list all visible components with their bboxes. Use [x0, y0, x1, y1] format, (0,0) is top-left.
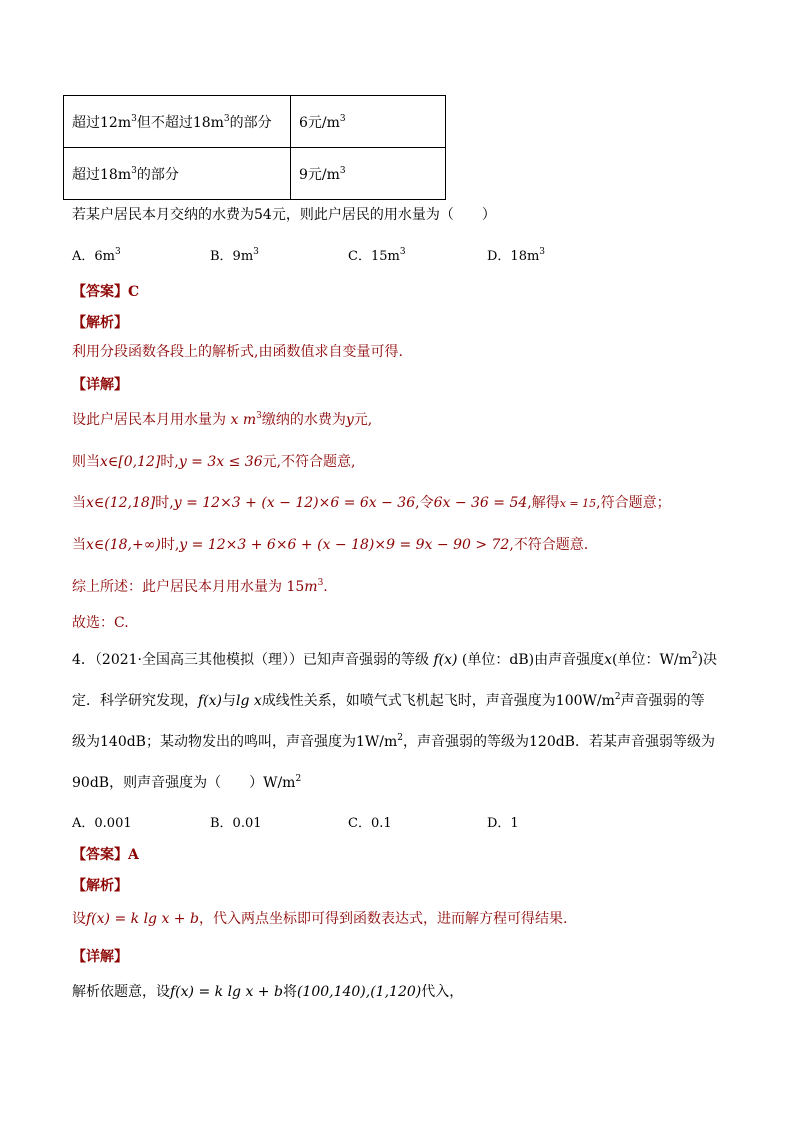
q3-option-b: B．$9m^3$ [210, 247, 259, 264]
q3-detail-line-4: 当x∈(18,+∞)时,y = 12×3 + 6×6 + (x − 18)×9 = 9x − 90 > 72,不符合题意. [72, 537, 589, 553]
fee-table [63, 95, 446, 200]
q3-option-c: C．$15m^3$ [348, 247, 406, 264]
q3-detail-line-2: 则当x∈[0,12]时,y = 3x ≤ 36元,不符合题意, [72, 454, 356, 470]
q4-stem-line-1: 4．（2021·全国高三其他模拟（理））已知声音强弱的等级 f(x) (单位：dB)由声音强度x(单位：$W/m^2$)决 [72, 651, 718, 668]
q3-detail-line-3: 当x∈(12,18]时,y = 12×3 + (x − 12)×6 = 6x − 36,令6x − 36 = 54,解得x = 15,符合题意； [72, 495, 671, 511]
q3-stem: 若某户居民本月交纳的水费为54元，则此户居民的用水量为（ ） [72, 207, 496, 223]
table-row [64, 96, 446, 148]
q3-option-a: A．$6m^3$ [72, 247, 121, 264]
q4-stem-line-2: 定．科学研究发现，f(x)与lg x成线性关系，如喷气式飞机起飞时，声音强度为$100W/m^2$声音强弱的等 [72, 692, 705, 709]
range-cell: 超过$18m^3$的部分 [64, 148, 291, 200]
q4-detail-label: 【详解】 [72, 949, 128, 965]
q4-stem-line-3: 级为140dB；某动物发出的鸣叫，声音强度为$1W/m^2$，声音强弱的等级为120dB．若某声音强弱等级为 [72, 733, 715, 750]
q3-choice: 故选：C. [72, 615, 129, 631]
q3-answer: 【答案】C [72, 284, 140, 300]
q4-analysis-text: 设f(x) = k lg x + b，代入两点坐标即可得到函数表达式，进而解方程可得结果. [72, 911, 568, 927]
price-cell: 9元$/m^3$ [291, 148, 446, 200]
q4-stem-line-4: 90dB，则声音强度为（ ）$W/m^2$ [72, 774, 302, 791]
q4-analysis-label: 【解析】 [72, 878, 128, 894]
q4-option-c: C．0.1 [348, 816, 392, 831]
q4-detail-line-1: 解析依题意，设f(x) = k lg x + b将(100,140),(1,120)代入， [72, 984, 464, 1000]
table-row [64, 148, 446, 200]
q4-option-d: D．1 [487, 816, 519, 831]
price-cell: 6元$/m^3$ [291, 96, 446, 148]
q3-detail-line-1: 设此户居民本月用水量为 x $m^3$缴纳的水费为y元, [72, 411, 373, 428]
q3-analysis-label: 【解析】 [72, 315, 128, 331]
q3-analysis-text: 利用分段函数各段上的解析式,由函数值求自变量可得. [72, 344, 403, 360]
q4-option-a: A．0.001 [72, 816, 132, 831]
q3-option-d: D．$18m^3$ [487, 247, 546, 264]
q3-detail-label: 【详解】 [72, 377, 128, 393]
q4-answer: 【答案】A [72, 847, 139, 863]
q4-option-b: B．0.01 [210, 816, 262, 831]
range-cell: 超过$12m^3$但不超过$18m^3$的部分 [64, 96, 291, 148]
q3-summary: 综上所述：此户居民本月用水量为 $15m^3$. [72, 578, 328, 595]
